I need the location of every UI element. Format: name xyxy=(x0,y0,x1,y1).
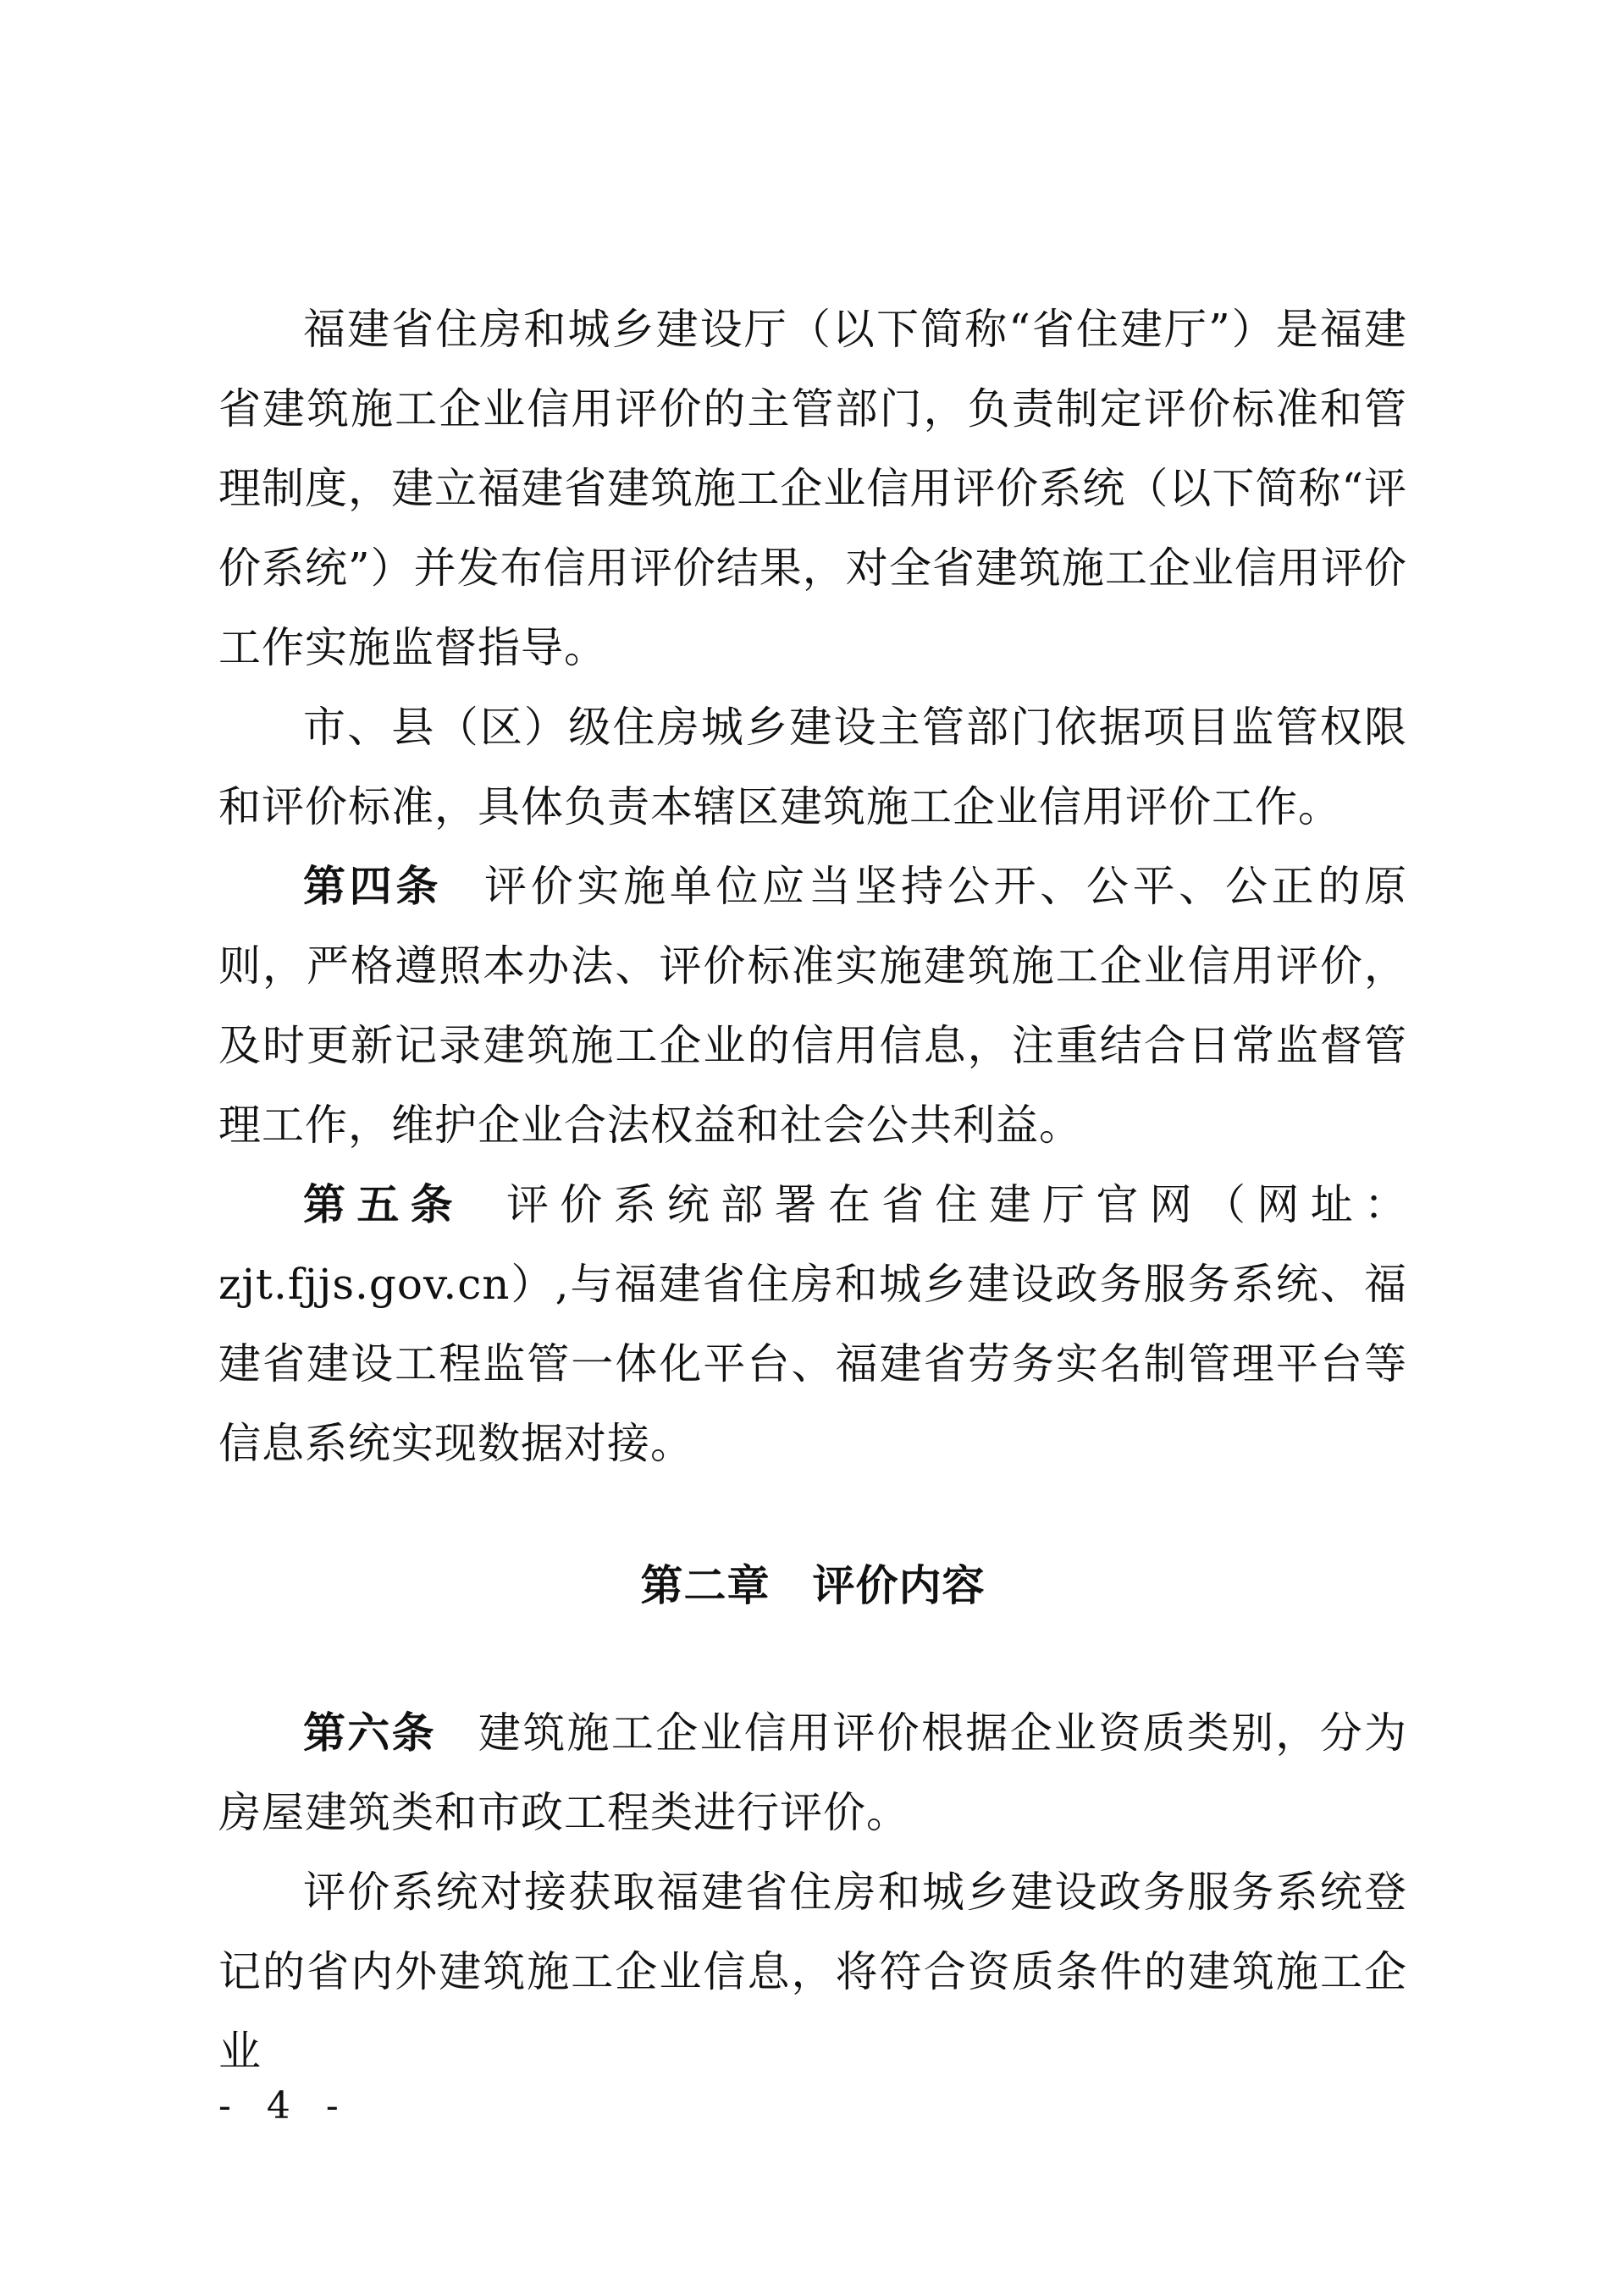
paragraph-text: 市、县（区）级住房城乡建设主管部门依据项目监管权限和评价标准，具体负责本辖区建筑施工企业信用评价工作。 xyxy=(218,703,1407,831)
article-label: 第六条 xyxy=(303,1708,436,1758)
article-5 xyxy=(218,1165,1407,1483)
paragraph-city-county-departments xyxy=(218,687,1407,847)
document-body xyxy=(218,290,1407,2091)
article-label: 第五条 xyxy=(303,1180,464,1229)
chapter-heading xyxy=(218,1546,1407,1625)
article-6 xyxy=(218,1693,1407,1852)
article-4 xyxy=(218,847,1407,1165)
paragraph-text: 评价系统对接获取福建省住房和城乡建设政务服务系统登记的省内外建筑施工企业信息，将符合资质条件的建筑施工企业 xyxy=(218,1868,1407,2076)
article-label: 第四条 xyxy=(303,862,443,911)
page-number: - 4 - xyxy=(218,2084,351,2128)
article-text: 建筑施工企业信用评价根据企业资质类别，分为房屋建筑类和市政工程类进行评价。 xyxy=(218,1708,1408,1837)
paragraph-text: 福建省住房和城乡建设厅（以下简称“省住建厅”）是福建省建筑施工企业信用评价的主管部门，负责制定评价标准和管理制度，建立福建省建筑施工企业信用评价系统（以下简称“评价系统”）并发布信用评价结果，对全省建筑施工企业信用评价工作实施监督指导。 xyxy=(218,305,1407,672)
paragraph-evaluation-system xyxy=(218,1852,1407,2091)
article-text: 评价实施单位应当坚持公开、公平、公正的原则，严格遵照本办法、评价标准实施建筑施工企业信用评价，及时更新记录建筑施工企业的信用信息，注重结合日常监督管理工作，维护企业合法权益和社会公共利益。 xyxy=(218,862,1408,1150)
chapter-number: 第二章 xyxy=(640,1561,771,1610)
article-text: 评价系统部署在省住建厅官网（网址：zjt.fjjs.gov.cn）,与福建省住房和城乡建设政务服务系统、福建省建设工程监管一体化平台、福建省劳务实名制管理平台等信息系统实现数据对接。 xyxy=(218,1180,1408,1468)
chapter-title: 评价内容 xyxy=(812,1561,986,1610)
paragraph-provincial-department xyxy=(218,290,1407,687)
